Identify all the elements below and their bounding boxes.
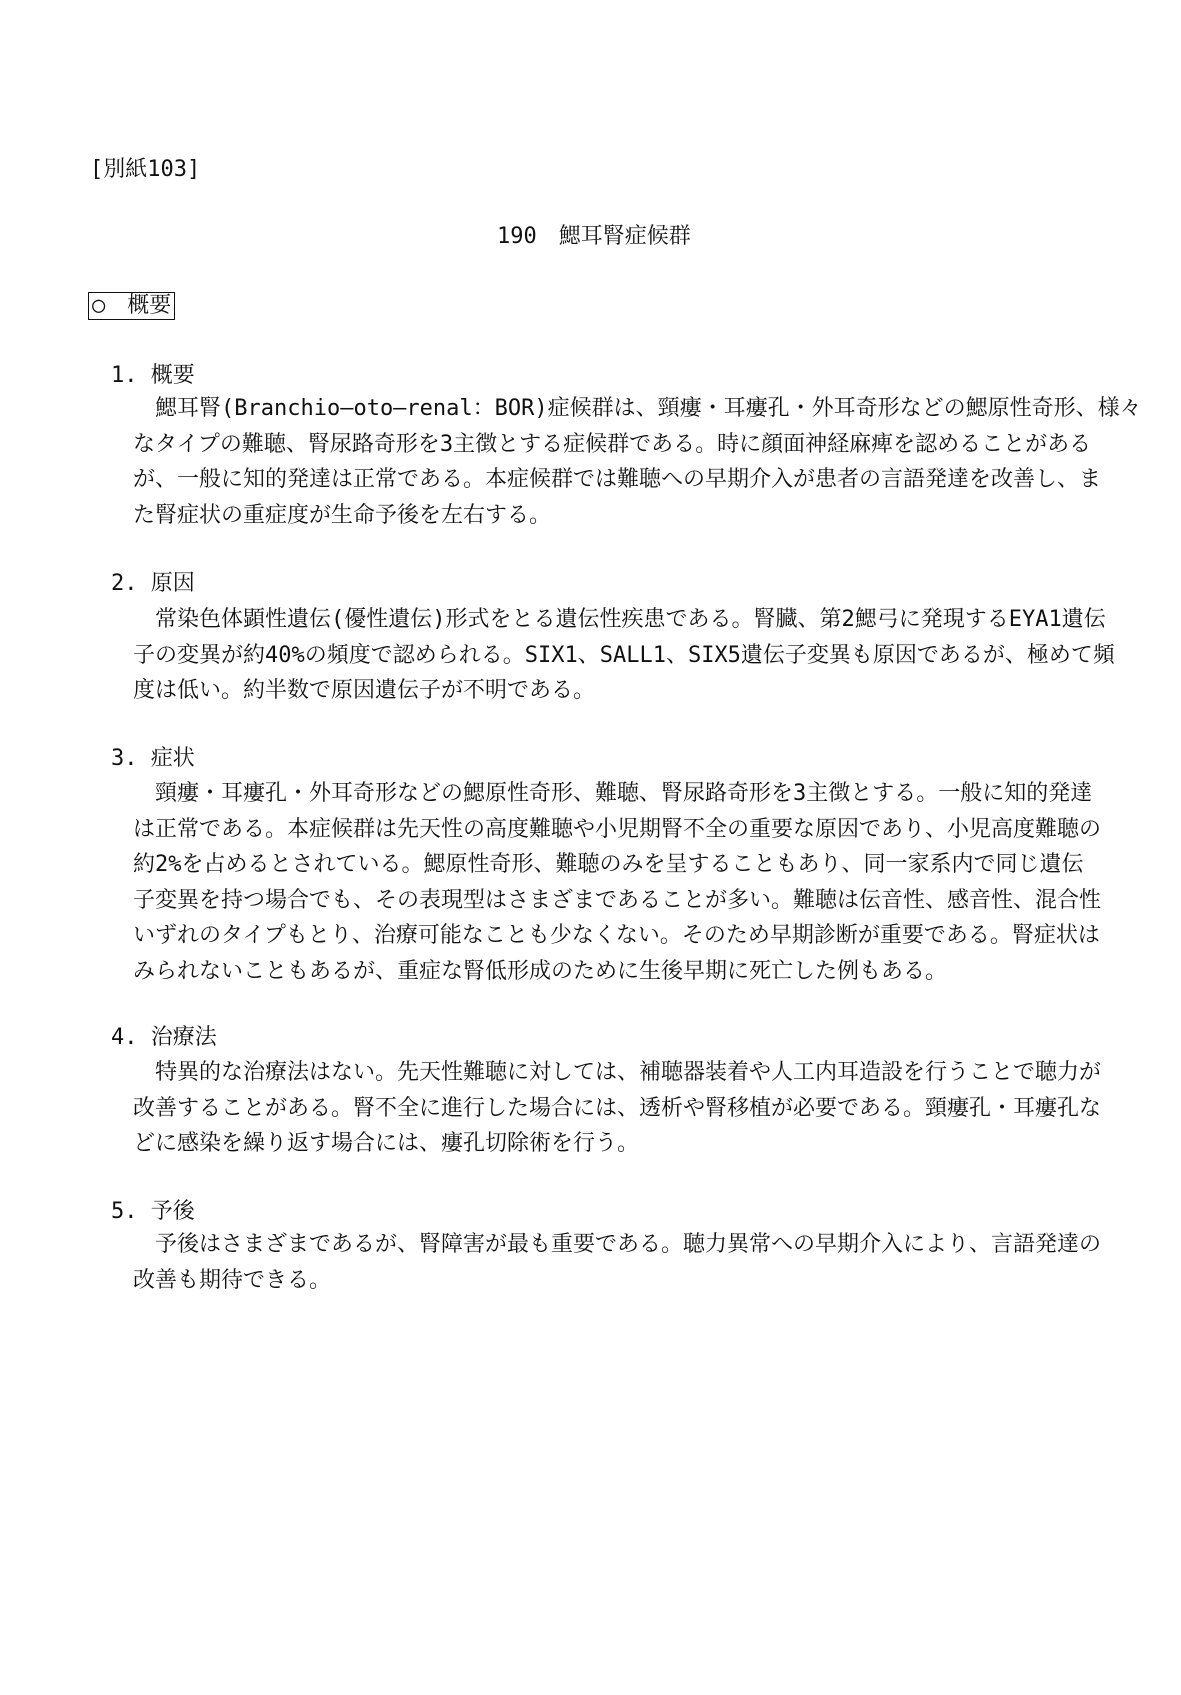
section-body <box>133 1227 1102 1298</box>
section-body <box>133 1055 1102 1162</box>
paragraph-line: 常染色体顕性遺伝(優性遺伝)形式をとる遺伝性疾患である。腎臓、第2鰓弓に発現するEYA1遺伝 <box>155 607 1106 632</box>
section-heading: 2. 原因 <box>111 571 195 596</box>
section-heading: 5. 予後 <box>111 1199 195 1224</box>
paragraph-line: いずれのタイプもとり、治療可能なことも少なくない。そのため早期診断が重要である。腎症状は <box>133 923 1100 948</box>
page-title: 190 鰓耳腎症候群 <box>497 224 691 249</box>
section-heading: 3. 症状 <box>111 746 195 771</box>
paragraph-line: た腎症状の重症度が生命予後を左右する。 <box>133 502 552 528</box>
paragraph-line: 頸瘻・耳瘻孔・外耳奇形などの鰓原性奇形、難聴、腎尿路奇形を3主徴とする。一般に知的発達 <box>155 781 1093 806</box>
paragraph-line: 子変異を持つ場合でも、その表現型はさまざまであることが多い。難聴は伝音性、感音性、混合性 <box>133 887 1102 913</box>
paragraph-line: 鰓耳腎(Branchio―oto―renal：BOR)症候群は、頸瘻・耳瘻孔・外耳奇形などの鰓原性奇形、様々 <box>155 396 1142 421</box>
paragraph-line: 改善も期待できる。 <box>133 1267 332 1293</box>
paragraph-line: なタイプの難聴、腎尿路奇形を3主徴とする症候群である。時に顔面神経麻痺を認めることがある <box>133 431 1092 457</box>
paragraph-line: 予後はさまざまであるが、腎障害が最も重要である。聴力異常への早期介入により、言語発達の <box>155 1232 1102 1257</box>
section-body <box>133 391 1142 533</box>
paragraph-line: 改善することがある。腎不全に進行した場合には、透析や腎移植が必要である。頸瘻孔・耳瘻孔な <box>133 1095 1102 1121</box>
paragraph-line: みられないこともあるが、重症な腎低形成のために生後早期に死亡した例もある。 <box>133 958 948 984</box>
paragraph-line: 約2%を占めるとされている。鰓原性奇形、難聴のみを呈することもあり、同一家系内で同じ遺伝 <box>133 852 1084 877</box>
section-heading: 4. 治療法 <box>111 1025 217 1050</box>
paragraph-line: 子の変異が約40%の頻度で認められる。SIX1、SALL1、SIX5遺伝子変異も原因であるが、極めて頻 <box>133 642 1115 668</box>
attachment-label: [別紙103] <box>90 157 201 182</box>
paragraph-line: 特異的な治療法はない。先天性難聴に対しては、補聴器装着や人工内耳造設を行うことで聴力が <box>155 1060 1102 1085</box>
section-body <box>133 776 1102 989</box>
paragraph-line: 度は低い。約半数で原因遺伝子が不明である。 <box>133 678 596 703</box>
section-body <box>133 602 1115 709</box>
section-heading: 1. 概要 <box>111 363 195 388</box>
paragraph-line: が、一般に知的発達は正常である。本症候群では難聴への早期介入が患者の言語発達を改善し、ま <box>133 467 1102 492</box>
overview-box-heading: ○ 概要 <box>88 292 175 320</box>
paragraph-line: どに感染を繰り返す場合には、瘻孔切除術を行う。 <box>133 1131 640 1156</box>
paragraph-line: は正常である。本症候群は先天性の高度難聴や小児期腎不全の重要な原因であり、小児高度難聴の <box>133 816 1102 842</box>
